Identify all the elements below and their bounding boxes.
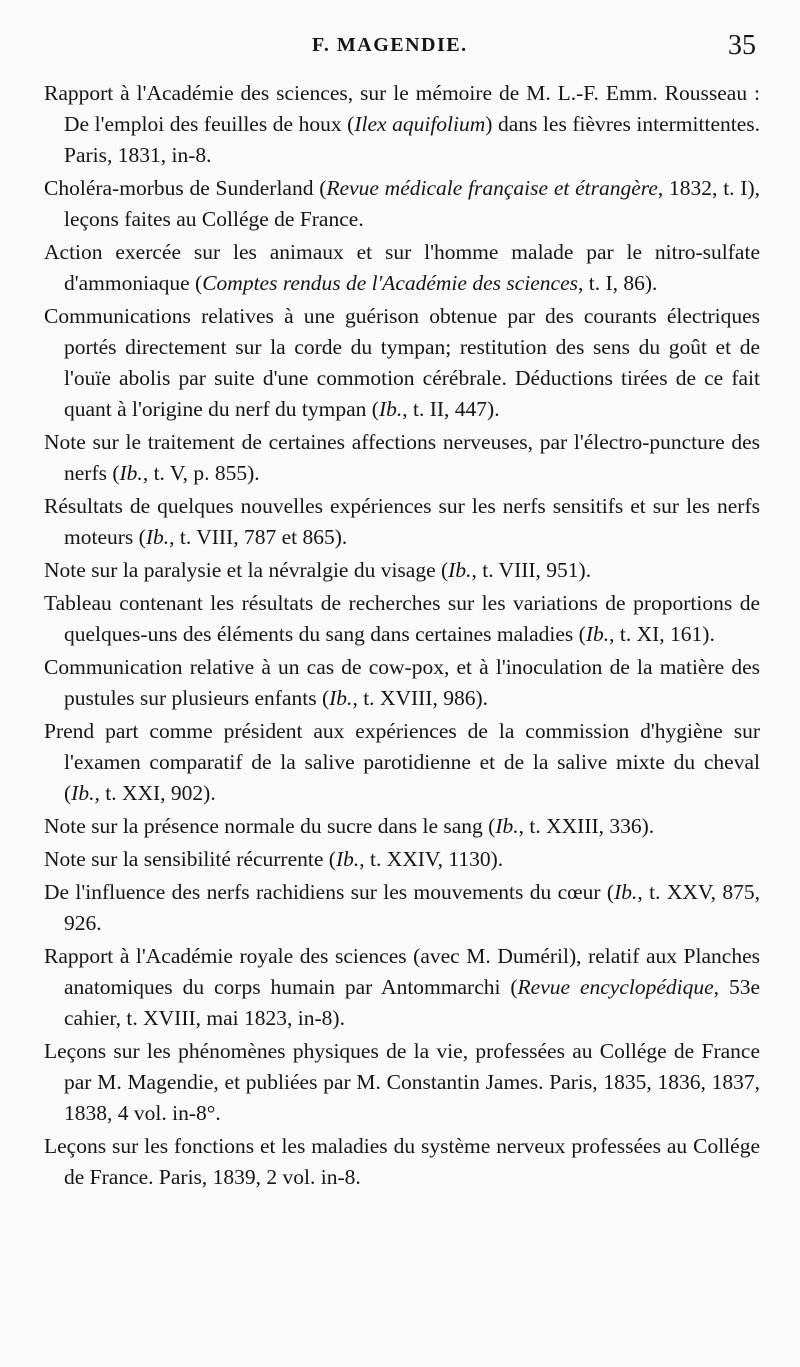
- entry-text: Rapport à l'Académie royale des sciences (avec M. Duméril), relatif aux Planches anatomiques du corps humain par Antommarchi (: [44, 944, 760, 999]
- entry-text-after: , t. XXIII, 336).: [518, 814, 655, 838]
- entry-italic-title: Ib.: [329, 686, 353, 710]
- bibliography-entry: [44, 588, 760, 650]
- entry-text: Leçons sur les phénomènes physiques de la vie, professées au Collége de France par M. Magendie, et publiées par M. Constantin James. Paris, 1835, 1836, 1837, 1838, 4 vol. in-8°.: [44, 1039, 760, 1125]
- entry-italic-title: Revue médicale française et étrangère: [326, 176, 658, 200]
- entry-italic-title: Ib.: [585, 622, 610, 646]
- entry-text-after: , t. XXV, 875, 926.: [64, 880, 760, 935]
- entry-italic-title: Revue encyclopédique: [517, 975, 714, 999]
- entry-italic-title: Comptes rendus de l'Académie des sciences: [202, 271, 578, 295]
- entry-italic-title: Ib.: [378, 397, 403, 421]
- entry-text: Note sur la paralysie et la névralgie du visage (: [44, 558, 449, 582]
- running-title: F. MAGENDIE.: [312, 34, 468, 56]
- entry-text: Choléra-morbus de Sunderland (: [44, 176, 327, 200]
- bibliography-list: [44, 78, 760, 1195]
- entry-text-after: , t. VIII, 787 et 865).: [169, 525, 348, 549]
- entry-text: Prend part comme président aux expériences de la commission d'hygiène sur l'examen comparatif de la salive parotidienne et de la salive mixte du cheval (: [44, 719, 760, 805]
- bibliography-entry: [44, 491, 760, 553]
- bibliography-entry: [44, 844, 760, 875]
- entry-text: Note sur la sensibilité récurrente (: [44, 847, 336, 871]
- entry-text: Tableau contenant les résultats de recherches sur les variations de proportions de quelques-uns des éléments du sang dans certaines maladies (: [44, 591, 760, 646]
- entry-text: Note sur la présence normale du sucre dans le sang (: [44, 814, 496, 838]
- entry-text: Rapport à l'Académie des sciences, sur le mémoire de M. L.-F. Emm. Rousseau : De l'emploi des feuilles de houx (: [44, 81, 760, 136]
- entry-text-after: , t. XVIII, 986).: [352, 686, 488, 710]
- bibliography-entry: [44, 237, 760, 299]
- bibliography-entry: [44, 811, 760, 842]
- bibliography-entry: [44, 716, 760, 809]
- bibliography-entry: [44, 1131, 760, 1193]
- entry-text-after: , t. I, 86).: [578, 271, 658, 295]
- bibliography-entry: [44, 301, 760, 425]
- entry-italic-title: Ib.: [448, 558, 472, 582]
- bibliography-entry: [44, 1036, 760, 1129]
- entry-text: Leçons sur les fonctions et les maladies du système nerveux professées au Collége de France. Paris, 1839, 2 vol. in-8.: [44, 1134, 760, 1189]
- bibliography-entry: [44, 652, 760, 714]
- entry-text: Action exercée sur les animaux et sur l'homme malade par le nitro-sulfate d'ammoniaque (: [44, 240, 760, 295]
- entry-italic-title: Ib.: [145, 525, 170, 549]
- entry-text-after: ) dans les fièvres intermittentes. Paris, 1831, in-8.: [64, 112, 760, 167]
- entry-text-after: , t. II, 447).: [402, 397, 500, 421]
- entry-text-after: , t. VIII, 951).: [471, 558, 592, 582]
- entry-text-after: , t. XI, 161).: [609, 622, 715, 646]
- running-head: [0, 30, 800, 66]
- bibliography-entry: [44, 877, 760, 939]
- entry-italic-title: Ib.: [119, 461, 143, 485]
- entry-text: Communication relative à un cas de cow-pox, et à l'inoculation de la matière des pustules sur plusieurs enfants (: [44, 655, 760, 710]
- entry-italic-title: Ib.: [71, 781, 95, 805]
- entry-italic-title: Ib.: [495, 814, 519, 838]
- bibliography-entry: [44, 555, 760, 586]
- bibliography-entry: [44, 941, 760, 1034]
- entry-text: Note sur le traitement de certaines affections nerveuses, par l'électro-puncture des nerfs (: [44, 430, 760, 485]
- entry-italic-title: Ilex aquifolium: [354, 112, 486, 136]
- bibliography-entry: [44, 78, 760, 171]
- page-number: 35: [728, 30, 756, 61]
- entry-italic-title: Ib.: [614, 880, 638, 904]
- entry-italic-title: Ib.: [335, 847, 360, 871]
- entry-text-after: , 1832, t. I), leçons faites au Collége de France.: [64, 176, 760, 231]
- entry-text-after: , t. XXI, 902).: [94, 781, 216, 805]
- entry-text-after: , t. V, p. 855).: [142, 461, 260, 485]
- entry-text: De l'influence des nerfs rachidiens sur les mouvements du cœur (: [44, 880, 615, 904]
- entry-text: Communications relatives à une guérison obtenue par des courants électriques portés directement sur la corde du tympan; restitution des sens du goût et de l'ouïe abolis par suite d'une commotion cérébrale. Déductions tirées de ce fait quant à l'origine du nerf du tympan (: [44, 304, 760, 421]
- entry-text: Résultats de quelques nouvelles expériences sur les nerfs sensitifs et sur les nerfs moteurs (: [44, 494, 760, 549]
- bibliography-entry: [44, 427, 760, 489]
- entry-text-after: , 53e cahier, t. XVIII, mai 1823, in-8).: [64, 975, 760, 1030]
- bibliography-entry: [44, 173, 760, 235]
- entry-text-after: , t. XXIV, 1130).: [359, 847, 504, 871]
